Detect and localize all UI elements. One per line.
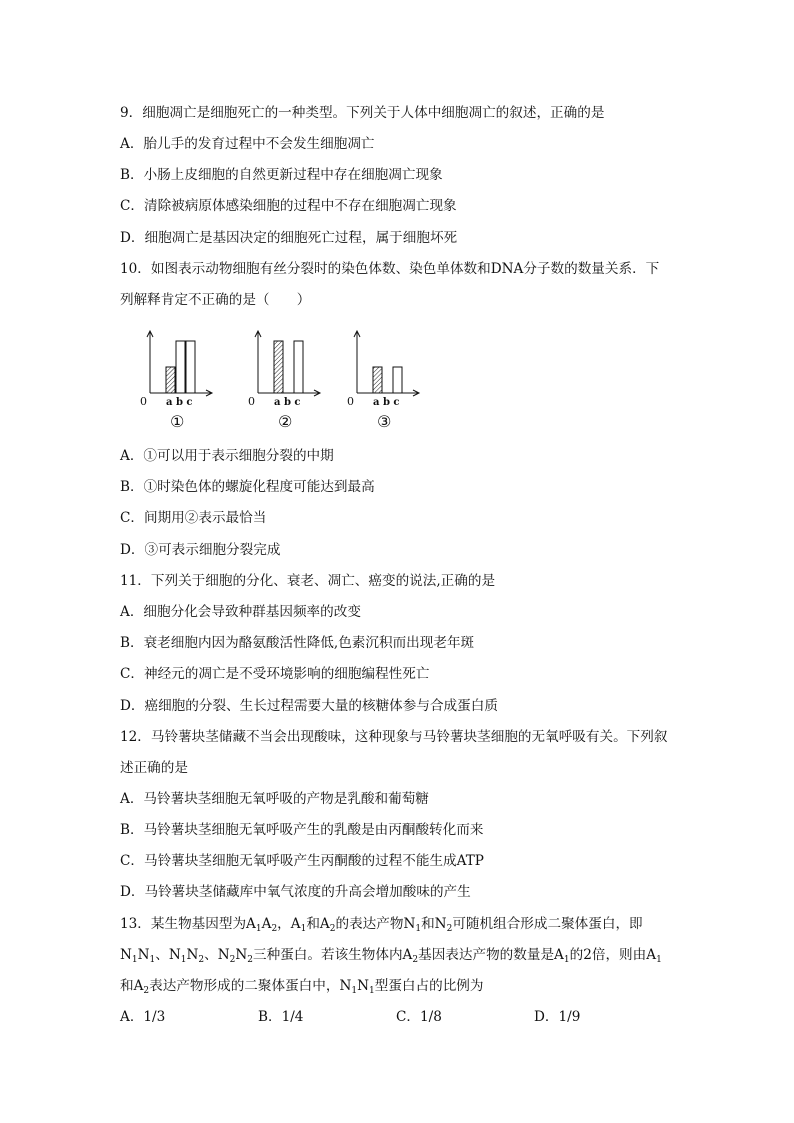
q13-option-c: C．1/8 <box>396 1009 442 1025</box>
bar-c <box>186 341 195 393</box>
origin-label: 0 <box>140 395 147 408</box>
bar-letter-labels: a b c <box>274 397 301 408</box>
q13-options <box>120 1007 680 1027</box>
bar-b <box>176 341 185 393</box>
q12-option-c: C．马铃薯块茎细胞无氧呼吸产生丙酮酸的过程不能生成ATP <box>120 853 484 869</box>
panel-label: ③ <box>377 412 392 431</box>
q11-option-d: D．癌细胞的分裂、生长过程需要大量的核糖体参与合成蛋白质 <box>120 698 498 714</box>
bar-a <box>274 341 283 393</box>
q12-option-b: B．马铃薯块茎细胞无氧呼吸产生的乳酸是由丙酮酸转化而来 <box>120 822 484 838</box>
q13-option-a: A．1/3 <box>120 1009 166 1025</box>
q9-option-b: B．小肠上皮细胞的自然更新过程中存在细胞凋亡现象 <box>120 167 443 183</box>
panel-label: ② <box>278 412 293 431</box>
q13-option-b: B．1/4 <box>258 1009 304 1025</box>
bar-letter-labels: a b c <box>373 397 400 408</box>
q10-option-c: C．间期用②表示最恰当 <box>120 510 267 526</box>
origin-label: 0 <box>248 395 255 408</box>
q11-option-b: B．衰老细胞内因为酪氨酸活性降低,色素沉积而出现老年斑 <box>120 635 475 651</box>
q10-stem-line1: 10．如图表示动物细胞有丝分裂时的染色体数、染色单体数和DNA分子数的数量关系．下 <box>120 261 660 277</box>
bar-a <box>373 367 382 393</box>
q9-option-a: A．胎儿手的发育过程中不会发生细胞凋亡 <box>120 136 375 152</box>
bar-letter-labels: a b c <box>166 397 193 408</box>
q10-option-d: D．③可表示细胞分裂完成 <box>120 542 281 558</box>
q13-stem-line1: 13．某生物基因型为$A_1A_2$，$A_1$和$A_2$的表达产物$N_1$和$N_2$可随机组合形成二聚体蛋白，即 <box>120 916 643 934</box>
q12-stem-line2: 述正确的是 <box>120 760 188 776</box>
q11-option-a: A．细胞分化会导致种群基因频率的改变 <box>120 604 361 620</box>
q13-stem-line3: 和$A_2$表达产物形成的二聚体蛋白中，$N_1N_1$型蛋白占的比例为 <box>120 978 484 996</box>
q10-option-b: B．①时染色体的螺旋化程度可能达到最高 <box>120 479 375 495</box>
q11-option-c: C．神经元的凋亡是不受环境影响的细胞编程性死亡 <box>120 666 430 682</box>
bar-c <box>294 341 303 393</box>
q10-stem-line2: 列解释肯定不正确的是（ ） <box>120 292 311 308</box>
q12-option-d: D．马铃薯块茎储藏库中氧气浓度的升高会增加酸味的产生 <box>120 884 471 900</box>
q13-option-d: D．1/9 <box>534 1009 581 1025</box>
q12-stem-line1: 12．马铃薯块茎储藏不当会出现酸味，这种现象与马铃薯块茎细胞的无氧呼吸有关。下列叙 <box>120 729 668 745</box>
q13-stem-line2: $N_1N_1$、$N_1N_2$、$N_2N_2$三种蛋白。若该生物体内$A_2$基因表达产物的数量是$A_1$的2倍，则由$A_1$ <box>120 947 662 965</box>
q11-stem: 11．下列关于细胞的分化、衰老、凋亡、癌变的说法,正确的是 <box>120 573 496 589</box>
q10-option-a: A．①可以用于表示细胞分裂的中期 <box>120 448 334 464</box>
q9-stem: 9．细胞凋亡是细胞死亡的一种类型。下列关于人体中细胞凋亡的叙述，正确的是 <box>120 105 605 121</box>
bar-a <box>166 367 175 393</box>
bar-c <box>393 367 402 393</box>
panel-label: ① <box>170 412 185 431</box>
q9-option-c: C．清除被病原体感染细胞的过程中不存在细胞凋亡现象 <box>120 198 457 214</box>
q12-option-a: A．马铃薯块茎细胞无氧呼吸的产物是乳酸和葡萄糖 <box>120 791 429 807</box>
origin-label: 0 <box>347 395 354 408</box>
bar-figure <box>140 330 440 440</box>
q9-option-d: D．细胞凋亡是基因决定的细胞死亡过程，属于细胞坏死 <box>120 230 458 246</box>
